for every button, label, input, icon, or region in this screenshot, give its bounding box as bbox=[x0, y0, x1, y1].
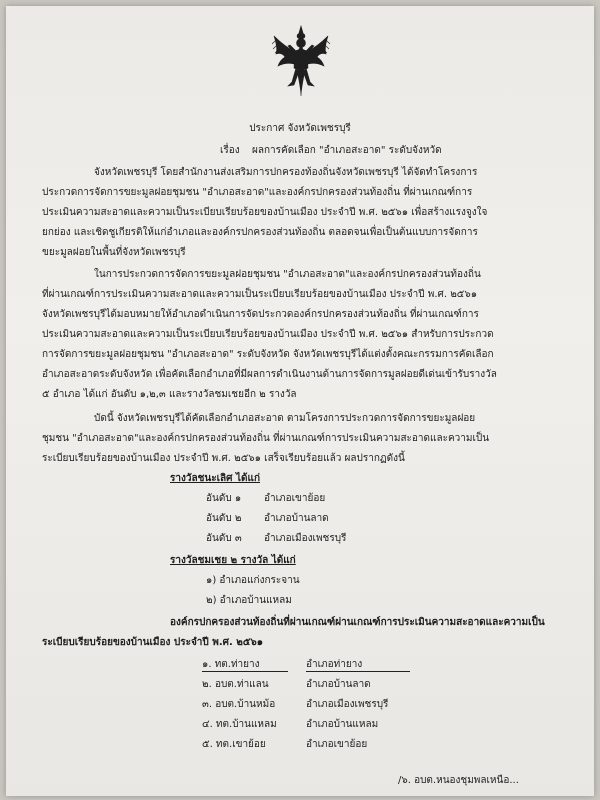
award-district: อำเภอบ้านลาด bbox=[264, 513, 329, 524]
subject-label: เรื่อง bbox=[220, 145, 240, 156]
lao-org: ๑. ทต.ท่ายาง bbox=[202, 658, 288, 672]
continuation-note: /๖. อบต.หนองชุมพลเหนือ... bbox=[398, 775, 519, 786]
p1-line: จังหวัดเพชรบุรี โดยสำนักงานส่งเสริมการปกครองท้องถิ่นจังหวัดเพชรบุรี ได้จัดทำโครงการ bbox=[94, 167, 478, 178]
lao-district: อำเภอบ้านแหลม bbox=[306, 719, 379, 730]
lao-org: ๔. ทต.บ้านแหลม bbox=[202, 719, 277, 730]
subject-text: ผลการคัดเลือก "อำเภอสะอาด" ระดับจังหวัด bbox=[252, 145, 442, 156]
top-award-heading: รางวัลชนะเลิศ ได้แก่ bbox=[170, 473, 261, 484]
p1-line: ยกย่อง และเชิดชูเกียรติให้แก่อำเภอและองค์กรปกครองส่วนท้องถิ่น ตลอดจนเพื่อเป็นต้นแบบการจัดการ bbox=[42, 227, 478, 238]
p1-line: ประกวดการจัดการขยะมูลฝอยชุมชน "อำเภอสะอาด"และองค์กรปกครองส่วนท้องถิ่น ที่ผ่านเกณฑ์การ bbox=[42, 187, 473, 198]
lao-district: อำเภอเขาย้อย bbox=[306, 739, 368, 750]
award-district: อำเภอเมืองเพชรบุรี bbox=[264, 533, 347, 544]
lao-org: ๕. ทต.เขาย้อย bbox=[202, 739, 266, 750]
p2-line: จังหวัดเพชรบุรีได้มอบหมายให้อำเภอดำเนินการจัดประกวดองค์กรปกครองส่วนท้องถิ่น ที่ผ่านเกณฑ์การ bbox=[42, 309, 479, 320]
lao-district: อำเภอบ้านลาด bbox=[306, 679, 371, 690]
award-rank: อันดับ ๑ bbox=[206, 493, 242, 504]
p2-line: ประเมินความสะอาดและความเป็นระเบียบเรียบร้อยของบ้านเมือง ประจำปี พ.ศ. ๒๕๖๑ สำหรับการประกวด bbox=[42, 329, 494, 340]
p2-line: ที่ผ่านเกณฑ์การประเมินความสะอาดและความเป็นระเบียบเรียบร้อยของบ้านเมือง ประจำปี พ.ศ. ๒๕๖๑ bbox=[42, 289, 478, 300]
p3-line: ชุมชน "อำเภอสะอาด"และองค์กรปกครองส่วนท้องถิ่น ที่ผ่านเกณฑ์การประเมินความสะอาดและความเป็น bbox=[42, 433, 490, 444]
garuda-emblem bbox=[268, 24, 334, 98]
p1-line: ขยะมูลฝอยในพื้นที่จังหวัดเพชรบุรี bbox=[42, 247, 186, 258]
p2-line: การจัดการขยะมูลฝอยชุมชน "อำเภอสะอาด" ระดับจังหวัด จังหวัดเพชรบุรีได้แต่งตั้งคณะกรรมการคัดเลือก bbox=[42, 349, 494, 360]
award-rank: อันดับ ๓ bbox=[206, 533, 242, 544]
honor-item: ๑) อำเภอแก่งกระจาน bbox=[206, 575, 300, 586]
honor-item: ๒) อำเภอบ้านแหลม bbox=[206, 595, 292, 606]
p3-line: ระเบียบเรียบร้อยของบ้านเมือง ประจำปี พ.ศ. ๒๕๖๑ เสร็จเรียบร้อยแล้ว ผลปรากฏดังนี้ bbox=[42, 453, 405, 464]
lao-org: ๒. อบต.ท่าแลน bbox=[202, 679, 269, 690]
p2-line: ในการประกวดการจัดการขยะมูลฝอยชุมชน "อำเภอสะอาด"และองค์กรปกครองส่วนท้องถิ่น bbox=[94, 269, 481, 280]
p1-line: ประเมินความสะอาดและความเป็นระเบียบเรียบร้อยของบ้านเมือง ประจำปี พ.ศ. ๒๕๖๑ เพื่อสร้างแรงจูงใจ bbox=[42, 207, 488, 218]
lao-heading: องค์กรปกครองส่วนท้องถิ่นที่ผ่านเกณฑ์ผ่านเกณฑ์การประเมินความสะอาดและความเป็น bbox=[170, 617, 545, 628]
lao-district: อำเภอเมืองเพชรบุรี bbox=[306, 699, 389, 710]
p2-line: อำเภอสะอาดระดับจังหวัด เพื่อคัดเลือกอำเภอที่มีผลการดำเนินงานด้านการจัดการมูลฝอยดีเด่นเข้ารับรางวัล bbox=[42, 369, 497, 380]
document-page bbox=[6, 6, 594, 796]
page-title: ประกาศ จังหวัดเพชรบุรี bbox=[249, 123, 351, 134]
award-district: อำเภอเขาย้อย bbox=[264, 493, 326, 504]
p3-line: บัดนี้ จังหวัดเพชรบุรีได้คัดเลือกอำเภอสะอาด ตามโครงการประกวดการจัดการขยะมูลฝอย bbox=[94, 413, 476, 424]
award-rank: อันดับ ๒ bbox=[206, 513, 242, 524]
p2-line: ๕ อำเภอ ได้แก่ อันดับ ๑,๒,๓ และรางวัลชมเชยอีก ๒ รางวัล bbox=[42, 389, 297, 400]
lao-org: ๓. อบต.บ้านหม้อ bbox=[202, 699, 276, 710]
lao-district: อำเภอท่ายาง bbox=[306, 658, 410, 672]
honor-award-heading: รางวัลชมเชย ๒ รางวัล ได้แก่ bbox=[170, 555, 296, 566]
lao-heading-cont: ระเบียบเรียบร้อยของบ้านเมือง ประจำปี พ.ศ. ๒๕๖๑ bbox=[42, 637, 264, 648]
